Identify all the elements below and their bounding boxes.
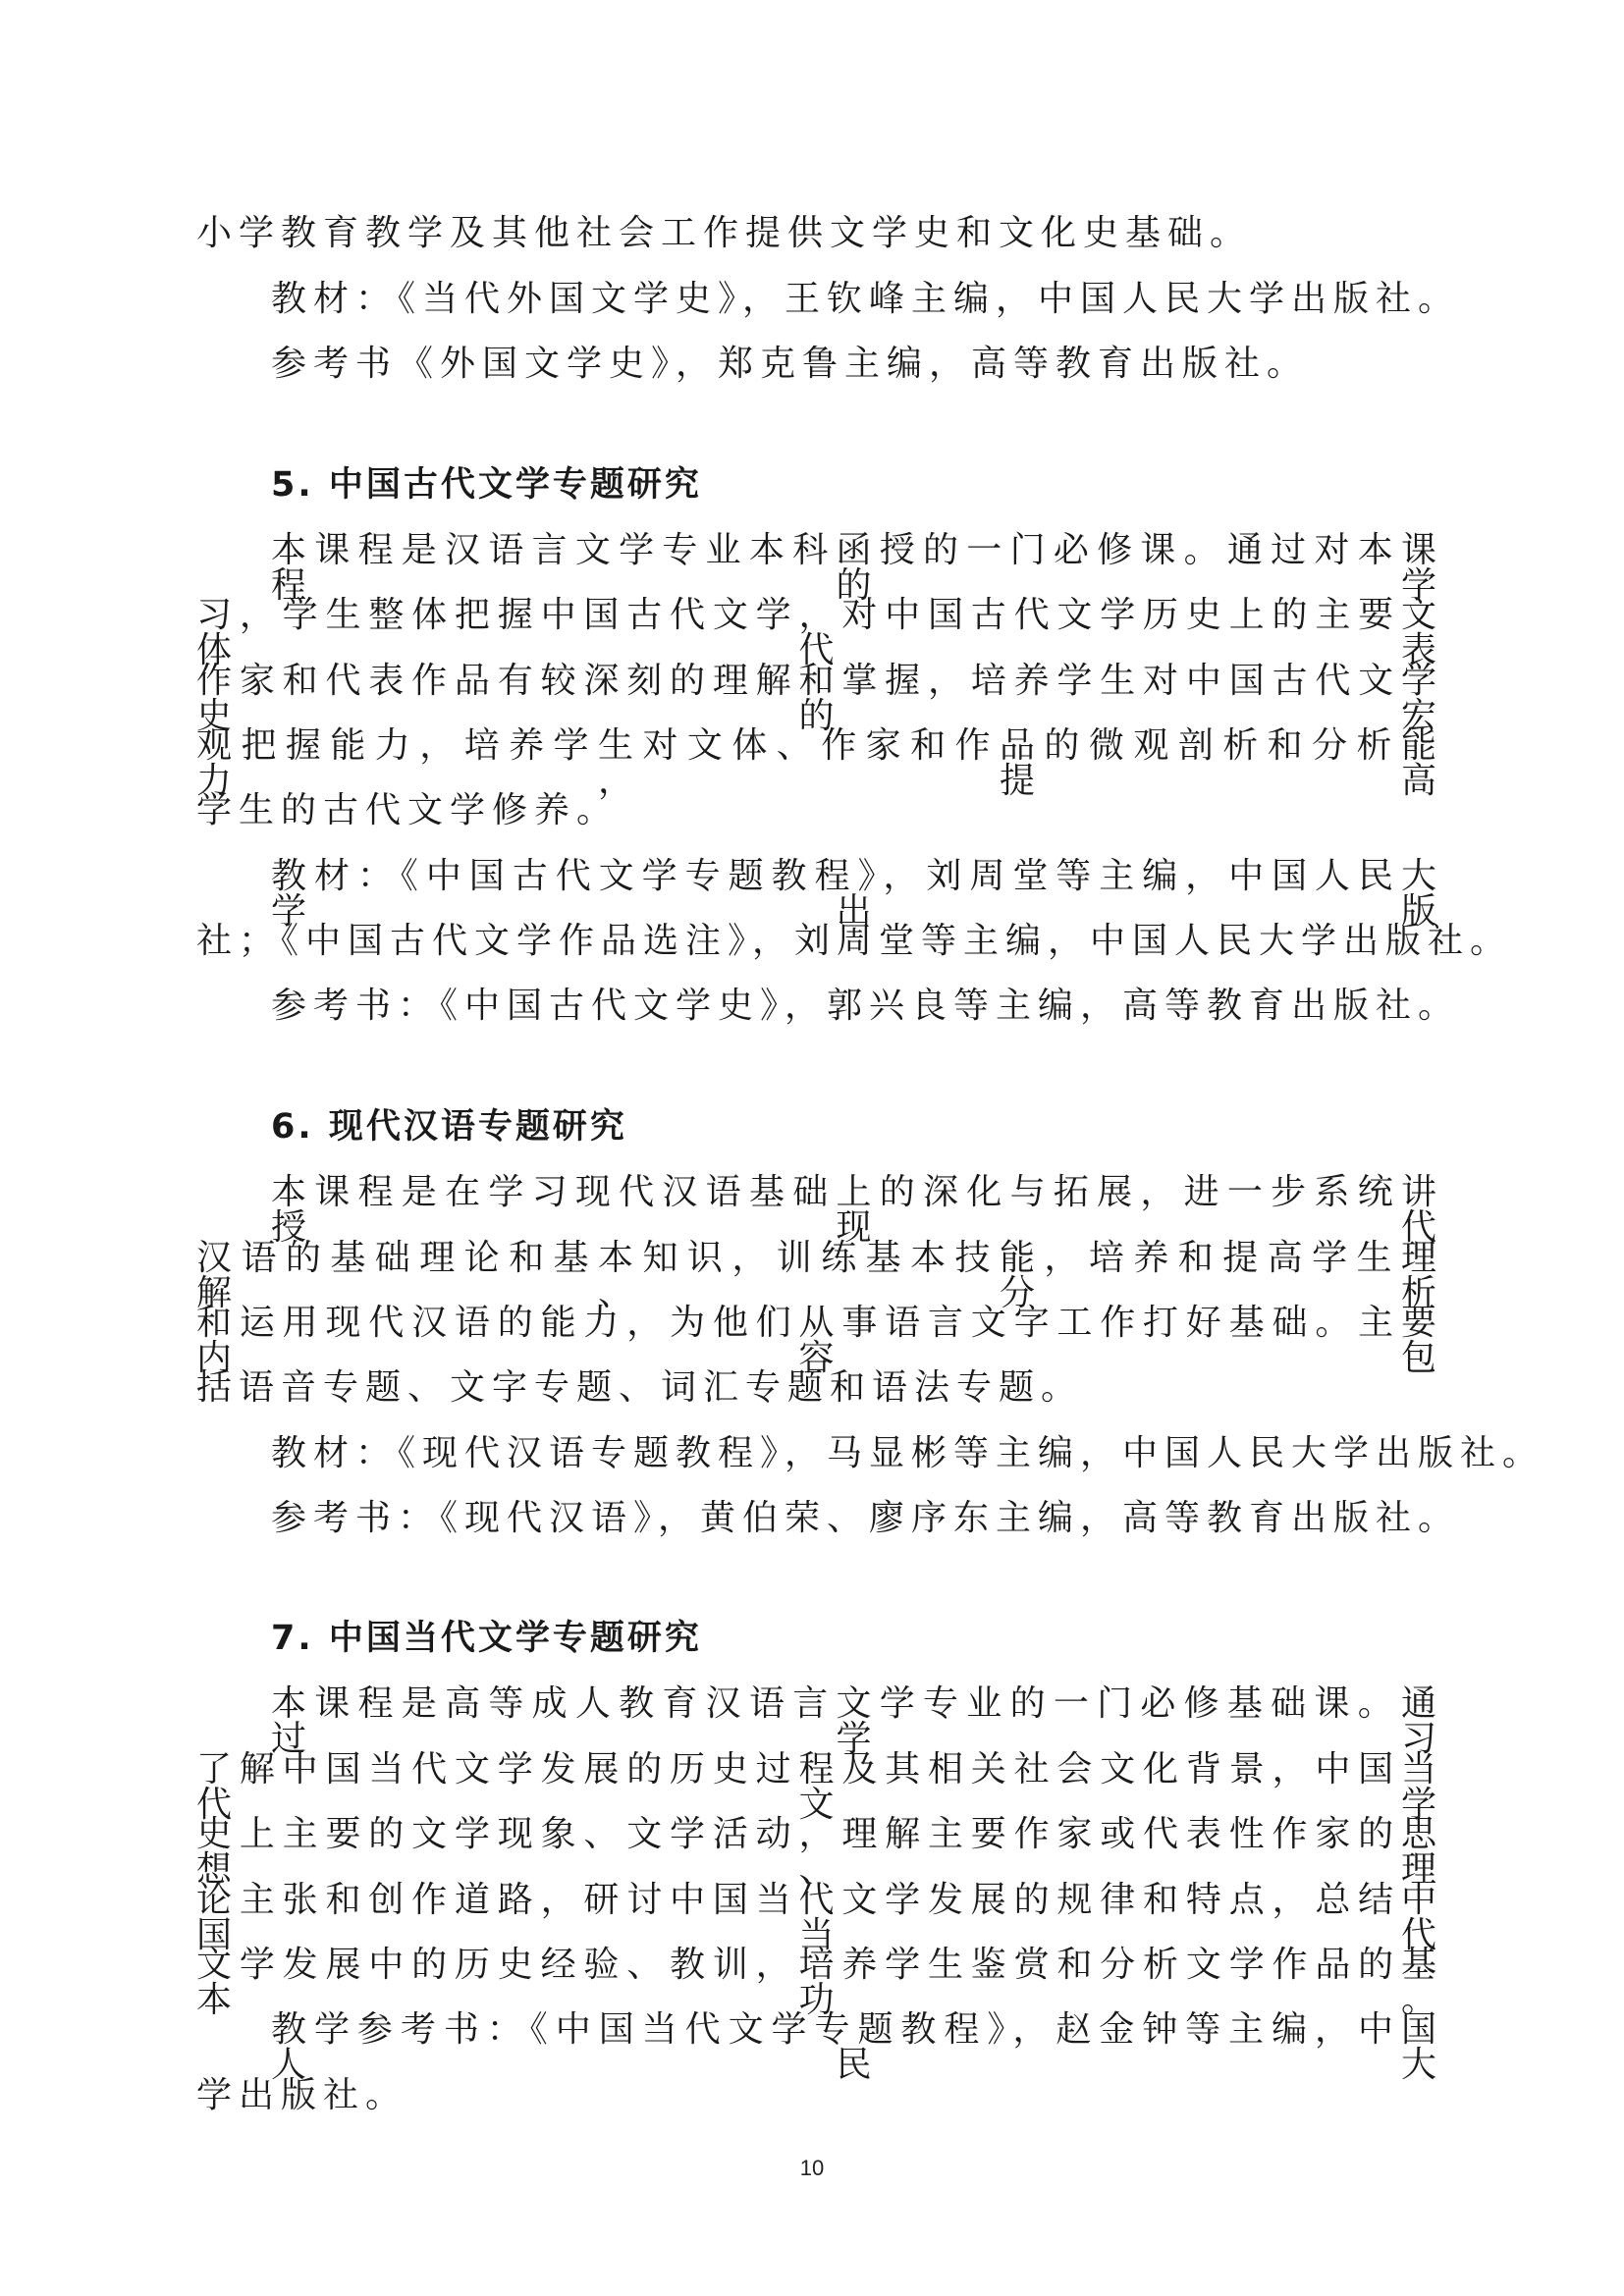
- section-5-body-line: 观把握能力，培养学生对文体、作家和作品的微观剖析和分析能力，提高: [196, 725, 1443, 801]
- section-7-body-line: 本课程是高等成人教育汉语言文学专业的一门必修基础课。通过学习: [271, 1683, 1443, 1759]
- section-6-title: 6. 现代汉语专题研究: [271, 1107, 627, 1147]
- section-5-textbook-line: 教材：《中国古代文学专题教程》，刘周堂等主编，中国人民大学出版: [271, 856, 1443, 932]
- section-6-body-line: 本课程是在学习现代汉语基础上的深化与拓展，进一步系统讲授现代: [271, 1172, 1443, 1248]
- section-6-body-line: 括语音专题、文字专题、词汇专题和语法专题。: [196, 1367, 1084, 1408]
- section-7-title: 7. 中国当代文学专题研究: [271, 1619, 702, 1658]
- section-5-body-line: 本课程是汉语言文学专业本科函授的一门必修课。通过对本课程的学: [271, 530, 1443, 606]
- section-7-body-line: 文学发展中的历史经验、教训，培养学生鉴赏和分析文学作品的基本功。: [196, 1945, 1443, 2020]
- section-5-reference-line: 参考书：《中国古代文学史》，郭兴良等主编，高等教育出版社。: [271, 986, 1461, 1026]
- section-5-body-line: 习，学生整体把握中国古代文学，对中国古代文学历史上的主要文体代表: [196, 595, 1443, 670]
- section-7-reference-line: 教学参考书：《中国当代文学专题教程》，赵金钟等主编，中国人民大: [271, 2009, 1443, 2085]
- page-number: 10: [799, 2156, 825, 2180]
- section-6-textbook-line: 教材：《现代汉语专题教程》，马显彬等主编，中国人民大学出版社。: [271, 1433, 1545, 1473]
- section-7-body-line: 史上主要的文学现象、文学活动，理解主要作家或代表性作家的思想、理: [196, 1814, 1443, 1890]
- section-7-body-line: 了解中国当代文学发展的历史过程及其相关社会文化背景，中国当代文学: [196, 1749, 1443, 1825]
- section-6-body-line: 和运用现代汉语的能力，为他们从事语言文字工作打好基础。主要内容包: [196, 1303, 1443, 1378]
- section-5-body-line: 作家和代表作品有较深刻的理解和掌握，培养学生对中国古代文学史的宏: [196, 661, 1443, 736]
- section-5-body-line: 学生的古代文学修养。: [196, 790, 620, 830]
- section-7-body-line: 论主张和创作道路，研讨中国当代文学发展的规律和特点，总结中国当代: [196, 1880, 1443, 1955]
- intro-tail-line: 小学教育教学及其他社会工作提供文学史和文化史基础。: [196, 213, 1253, 253]
- intro-reference-line: 参考书《外国文学史》，郑克鲁主编，高等教育出版社。: [271, 344, 1310, 384]
- section-5-title: 5. 中国古代文学专题研究: [271, 465, 702, 505]
- section-5-textbook-line: 社；《中国古代文学作品选注》，刘周堂等主编，中国人民大学出版社。: [196, 921, 1513, 961]
- section-6-reference-line: 参考书：《现代汉语》，黄伯荣、廖序东主编，高等教育出版社。: [271, 1498, 1461, 1538]
- section-6-body-line: 汉语的基础理论和基本知识，训练基本技能，培养和提高学生理解、分析: [196, 1238, 1443, 1313]
- intro-textbook-line: 教材：《当代外国文学史》，王钦峰主编，中国人民大学出版社。: [271, 279, 1461, 319]
- section-7-reference-line: 学出版社。: [196, 2075, 408, 2115]
